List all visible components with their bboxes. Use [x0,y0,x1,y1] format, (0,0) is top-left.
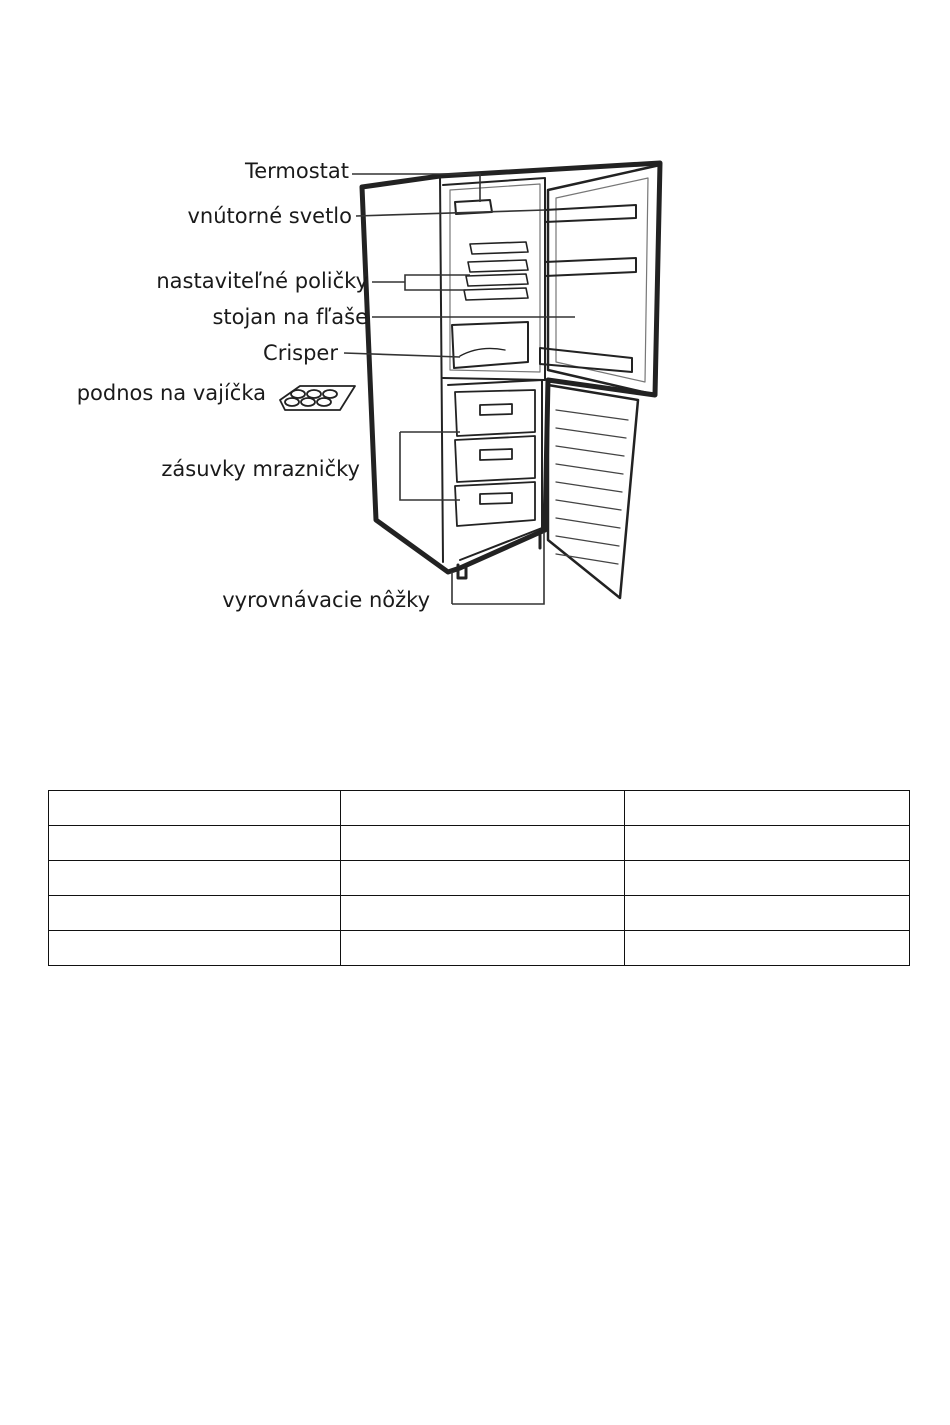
label-crisper: Crisper [263,341,338,365]
crisper-drawer [452,322,528,368]
door-shelf [545,258,636,276]
table-cell [49,791,341,826]
table-cell [625,791,910,826]
label-leveling-feet: vyrovnávacie nôžky [222,588,430,612]
bottle-rack-shelf [540,348,632,372]
table-cell [625,931,910,966]
table-cell [341,826,625,861]
egg-tray-drawing [280,386,355,410]
table-cell [49,861,341,896]
table-cell [49,826,341,861]
table-row [49,896,910,931]
label-thermostat: Termostat [244,159,349,183]
blank-table [48,790,910,966]
shelves [464,242,528,300]
table-row [49,826,910,861]
label-freezer-drawers: zásuvky mrazničky [161,457,360,481]
table-cell [341,791,625,826]
table-cell [341,931,625,966]
label-inner-light: vnútorné svetlo [187,204,352,228]
freezer-door [548,385,638,598]
table-row [49,861,910,896]
table-cell [49,896,341,931]
cabinet-outline [362,163,660,572]
table-cell [49,931,341,966]
label-bottle-rack: stojan na fľaše [212,305,368,329]
table-cell [625,896,910,931]
table-row [49,931,910,966]
label-egg-tray: podnos na vajíčka [76,381,266,405]
label-adjustable-shelves: nastaviteľné poličky [156,269,368,293]
table-row [49,791,910,826]
freezer-drawer-set [455,390,535,526]
refrigerator-diagram [0,0,950,700]
table-cell [625,826,910,861]
table-cell [341,896,625,931]
table-cell [625,861,910,896]
table-cell [341,861,625,896]
fridge-door [548,165,660,395]
